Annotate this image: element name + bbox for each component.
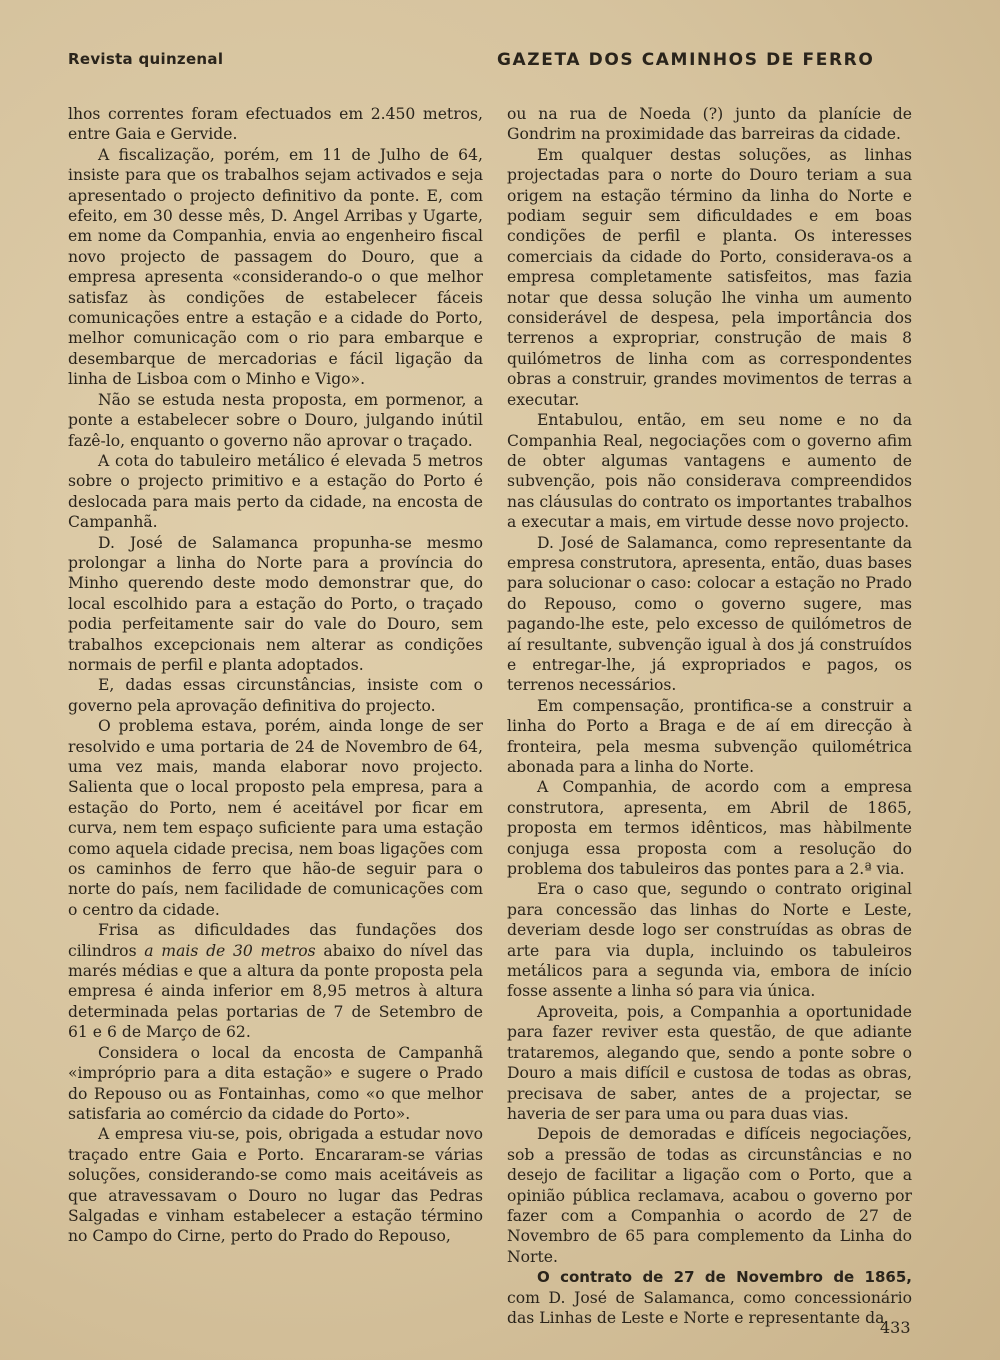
paragraph: A cota do tabuleiro metálico é elevada 5 metros sobre o projecto primitivo e a estação do Porto é deslocada para mais perto da cidade, na encosta de Campanhã.: [68, 451, 483, 532]
paragraph: ou na rua de Noeda (?) junto da planície de Gondrim na proximidade das barreiras da cidade.: [507, 105, 912, 144]
paragraph: [507, 1267, 912, 1328]
paragraph: Depois de demoradas e difíceis negociações, sob a pressão de todas as circunstâncias e no desejo de facilitar a ligação com o Porto, que a opinião pública reclamava, acabou o governo por fazer com a Companhia o acordo de 27 de Novembro de 65 para complemento da Linha do Norte.: [507, 1125, 912, 1266]
paragraph: Em qualquer destas soluções, as linhas projectadas para o norte do Douro teriam a sua origem na estação término da linha do Norte e podiam seguir sem dificuldades e em boas condições de perfil e planta. Os interesses comerciais da cidade do Porto, considerava-os a empresa completamente satisfeitos, mas fazia notar que dessa solução lhe vinha um aumento considerável de despesa, pela importância dos terrenos a expropriar, construção de mais 8 quilómetros de linha com as correspondentes obras a construir, grandes movimentos de terras a executar.: [507, 145, 912, 409]
header-left: Revista quinzenal: [68, 50, 224, 68]
paragraph: Em compensação, prontifica-se a construir a linha do Porto a Braga e de aí em direcção à fronteira, pela mesma subvenção quilométrica abonada para a linha do Norte.: [507, 696, 912, 776]
paragraph: D. José de Salamanca propunha-se mesmo prolongar a linha do Norte para a província do Minho querendo deste modo demonstrar que, do local escolhido para a estação do Porto, o traçado podia perfeitamente sair do vale do Douro, sem trabalhos excepcionais nem alterar as condições normais de perfil e planta adoptados.: [68, 533, 483, 674]
paragraph: A Companhia, de acordo com a empresa construtora, apresenta, em Abril de 1865, proposta em termos idênticos, mas hàbilmente conjuga essa proposta com a resolução do problema dos tabuleiros das pontes para a 2.ª via.: [507, 778, 912, 879]
paragraph: Entabulou, então, em seu nome e no da Companhia Real, negociações com o governo afim de obter algumas vantagens e aumento de subvenção, pois não considerava compreendidos nas cláusulas do contrato os importantes trabalhos a executar a mais, em virtude desse novo projecto.: [507, 411, 912, 532]
header-right: GAZETA DOS CAMINHOS DE FERRO: [497, 50, 875, 70]
paragraph-text: Frisa as dificuldades das fundações dos cilindros: [68, 921, 483, 960]
paragraph: Era o caso que, segundo o contrato original para concessão das linhas do Norte e Leste, deveriam desde logo ser construídas as obras de arte para via dupla, incluindo os tabuleiros metálicos para a segunda via, embora de início fosse assente a linha só para via única.: [507, 880, 912, 1001]
paragraph-text: com D. José de Salamanca, como concessionário das Linhas de Leste e Norte e representante da: [507, 1288, 912, 1327]
paragraph: Considera o local da encosta de Campanhã «impróprio para a dita estação» e sugere o Prado do Repouso ou as Fontainhas, como «o que melhor satisfaria ao comércio da cidade do Porto».: [68, 1043, 483, 1123]
paragraph: A empresa viu-se, pois, obrigada a estudar novo traçado entre Gaia e Porto. Encararam-se várias soluções, considerando-se como mais aceitáveis as que atravessavam o Douro no lugar das Pedras Salgadas e vinham estabelecer a estação término no Campo do Cirne, perto do Prado do Repouso,: [68, 1125, 483, 1246]
page-number: 433: [880, 1318, 911, 1337]
left-column: [68, 104, 483, 1247]
paragraph: Aproveita, pois, a Companhia a oportunidade para fazer reviver esta questão, de que adiante trataremos, alegando que, sendo a ponte sobre o Douro a mais difícil e custosa de todas as obras, precisava de saber, antes de a projectar, se haveria de ser para uma ou para duas vias.: [507, 1002, 912, 1123]
bold-heading-text: O contrato de 27 de Novembro de 1865,: [537, 1268, 912, 1287]
paragraph: lhos correntes foram efectuados em 2.450 metros, entre Gaia e Gervide.: [68, 105, 483, 144]
paragraph-text: abaixo do nível das marés médias e que a altura da ponte proposta pela empresa é ainda inferior em 8,95 metros à altura determinada pelas portarias de 7 de Setembro de 61 e 6 de Março de 62.: [68, 941, 483, 1042]
paragraph: A fiscalização, porém, em 11 de Julho de 64, insiste para que os trabalhos sejam activados e seja apresentado o projecto definitivo da ponte. E, com efeito, em 30 desse mês, D. Angel Arribas y Ugarte, em nome da Companhia, envia ao engenheiro fiscal novo projecto de passagem do Douro, que a empresa apresenta «considerando-o o que melhor satisfaz às condições de estabelecer fáceis comunicações entre a estação e a cidade do Porto, melhor comunicação com o rio para embarque e desembarque de mercadorias e fácil ligação da linha de Lisboa com o Minho e Vigo».: [68, 145, 483, 389]
emphasis-text: a mais de 30 metros: [144, 941, 316, 960]
right-column: [507, 104, 912, 1328]
paragraph: E, dadas essas circunstâncias, insiste com o governo pela aprovação definitiva do projecto.: [68, 676, 483, 715]
paragraph: Não se estuda nesta proposta, em pormenor, a ponte a estabelecer sobre o Douro, julgando inútil fazê-lo, enquanto o governo não aprovar o traçado.: [68, 390, 483, 450]
paragraph: D. José de Salamanca, como representante da empresa construtora, apresenta, então, duas bases para solucionar o caso: colocar a estação no Prado do Repouso, como o governo sugere, mas pagando-lhe este, pelo excesso de quilómetros de aí resultante, subvenção igual à dos já construídos e entregar-lhe, já expropriados e pagos, os terrenos necessários.: [507, 533, 912, 695]
paragraph: [68, 920, 483, 1042]
paragraph: O problema estava, porém, ainda longe de ser resolvido e uma portaria de 24 de Novembro de 64, uma vez mais, manda elaborar novo projecto. Salienta que o local proposto pela empresa, para a estação do Porto, nem é aceitável por ficar em curva, nem tem espaço suficiente para uma estação como aquela cidade precisa, nem boas ligações com os caminhos de ferro que hão-de seguir para o norte do país, nem facilidade de comunicações com o centro da cidade.: [68, 717, 483, 919]
